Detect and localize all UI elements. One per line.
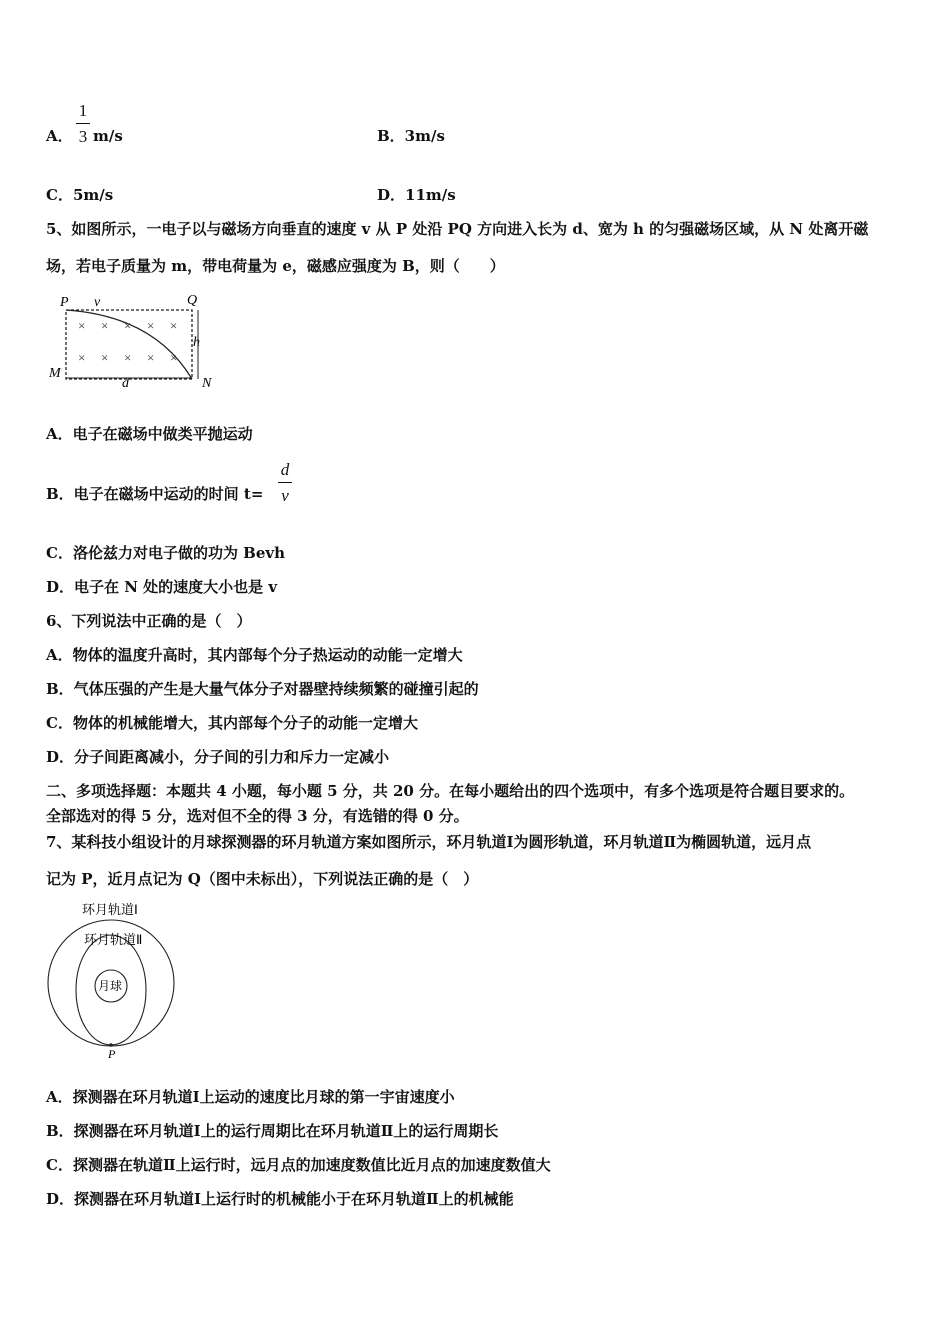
q7-option-d: D．探测器在环月轨道Ⅰ上运行时的机械能小于在环月轨道Ⅱ上的机械能 xyxy=(46,1190,514,1208)
q4-option-a-denominator: 3 xyxy=(78,127,88,146)
label-v: v xyxy=(94,295,101,310)
q6-option-b: B．气体压强的产生是大量气体分子对器壁持续频繁的碰撞引起的 xyxy=(46,680,479,698)
field-cross: × xyxy=(170,350,178,365)
field-cross: × xyxy=(147,350,155,365)
field-cross: × xyxy=(170,318,178,333)
label-p: P xyxy=(60,295,69,310)
field-cross: × xyxy=(124,350,132,365)
q4-option-c: C．5m/s xyxy=(46,186,114,204)
field-cross: × xyxy=(147,318,155,333)
label-moon: 月球 xyxy=(98,979,123,993)
field-cross: × xyxy=(124,318,132,333)
q4-option-d: D．11m/s xyxy=(377,186,456,204)
q5-option-b-fraction-bar xyxy=(278,482,292,483)
q6-option-d: D．分子间距离减小，分子间的引力和斥力一定减小 xyxy=(46,748,390,766)
label-orbit-two: 环月轨道Ⅱ xyxy=(84,932,143,947)
q7-lunar-orbit-figure xyxy=(44,900,184,1060)
q5-option-a: A．电子在磁场中做类平抛运动 xyxy=(46,425,253,443)
field-cross: × xyxy=(78,350,86,365)
q6-option-c: C．物体的机械能增大，其内部每个分子的动能一定增大 xyxy=(46,714,418,732)
field-cross: × xyxy=(78,318,86,333)
q4-option-a-label: A． xyxy=(46,127,73,145)
q7-option-a: A．探测器在环月轨道Ⅰ上运动的速度比月球的第一宇宙速度小 xyxy=(46,1088,455,1106)
field-cross: × xyxy=(101,350,109,365)
q5-option-c: C．洛伦兹力对电子做的功为 Bevh xyxy=(46,544,286,562)
q5-option-b-denominator: v xyxy=(281,486,289,505)
section2-heading-line1: 二、多项选择题：本题共 4 小题，每小题 5 分，共 20 分。在每小题给出的四个选项中，有多个选项是符合题目要求的。 xyxy=(46,782,855,800)
q4-option-a-fraction-bar xyxy=(76,123,90,124)
q5-stem-line1: 5、如图所示，一电子以与磁场方向垂直的速度 v 从 P 处沿 PQ 方向进入长为 d、宽为 h 的匀强磁场区域，从 N 处离开磁 xyxy=(46,220,869,238)
q5-magnetic-field-figure xyxy=(44,290,224,390)
q5-option-b-numerator: d xyxy=(280,460,290,479)
q5-stem-line2: 场，若电子质量为 m，带电荷量为 e，磁感应强度为 B，则（ ） xyxy=(46,257,505,275)
q7-option-b: B．探测器在环月轨道Ⅰ上的运行周期比在环月轨道Ⅱ上的运行周期长 xyxy=(46,1122,499,1140)
label-p: P xyxy=(108,1047,116,1061)
label-d: d xyxy=(122,376,129,391)
q6-option-a: A．物体的温度升高时，其内部每个分子热运动的动能一定增大 xyxy=(46,646,463,664)
q5-option-d: D．电子在 N 处的速度大小也是 v xyxy=(46,578,278,596)
section2-heading-line2: 全部选对的得 5 分，选对但不全的得 3 分，有选错的得 0 分。 xyxy=(46,807,469,825)
label-h: h xyxy=(193,335,200,350)
q4-option-a-numerator: 1 xyxy=(78,101,88,120)
field-cross: × xyxy=(101,318,109,333)
label-orbit-one: 环月轨道Ⅰ xyxy=(82,902,138,917)
q6-stem: 6、下列说法中正确的是（ ） xyxy=(46,612,252,630)
q7-option-c: C．探测器在轨道Ⅱ上运行时，远月点的加速度数值比近月点的加速度数值大 xyxy=(46,1156,551,1174)
q4-option-a-unit: m/s xyxy=(93,127,123,145)
label-m: M xyxy=(49,366,61,381)
q4-option-b: B．3m/s xyxy=(377,127,445,145)
q7-stem-line1: 7、某科技小组设计的月球探测器的环月轨道方案如图所示，环月轨道Ⅰ为圆形轨道，环月轨道Ⅱ为椭圆轨道，远月点 xyxy=(46,833,812,851)
label-n: N xyxy=(202,376,212,391)
q7-stem-line2: 记为 P，近月点记为 Q（图中未标出），下列说法正确的是（ ） xyxy=(46,870,479,888)
label-q: Q xyxy=(187,293,198,308)
q5-option-b-text: B．电子在磁场中运动的时间 t= xyxy=(46,485,264,503)
